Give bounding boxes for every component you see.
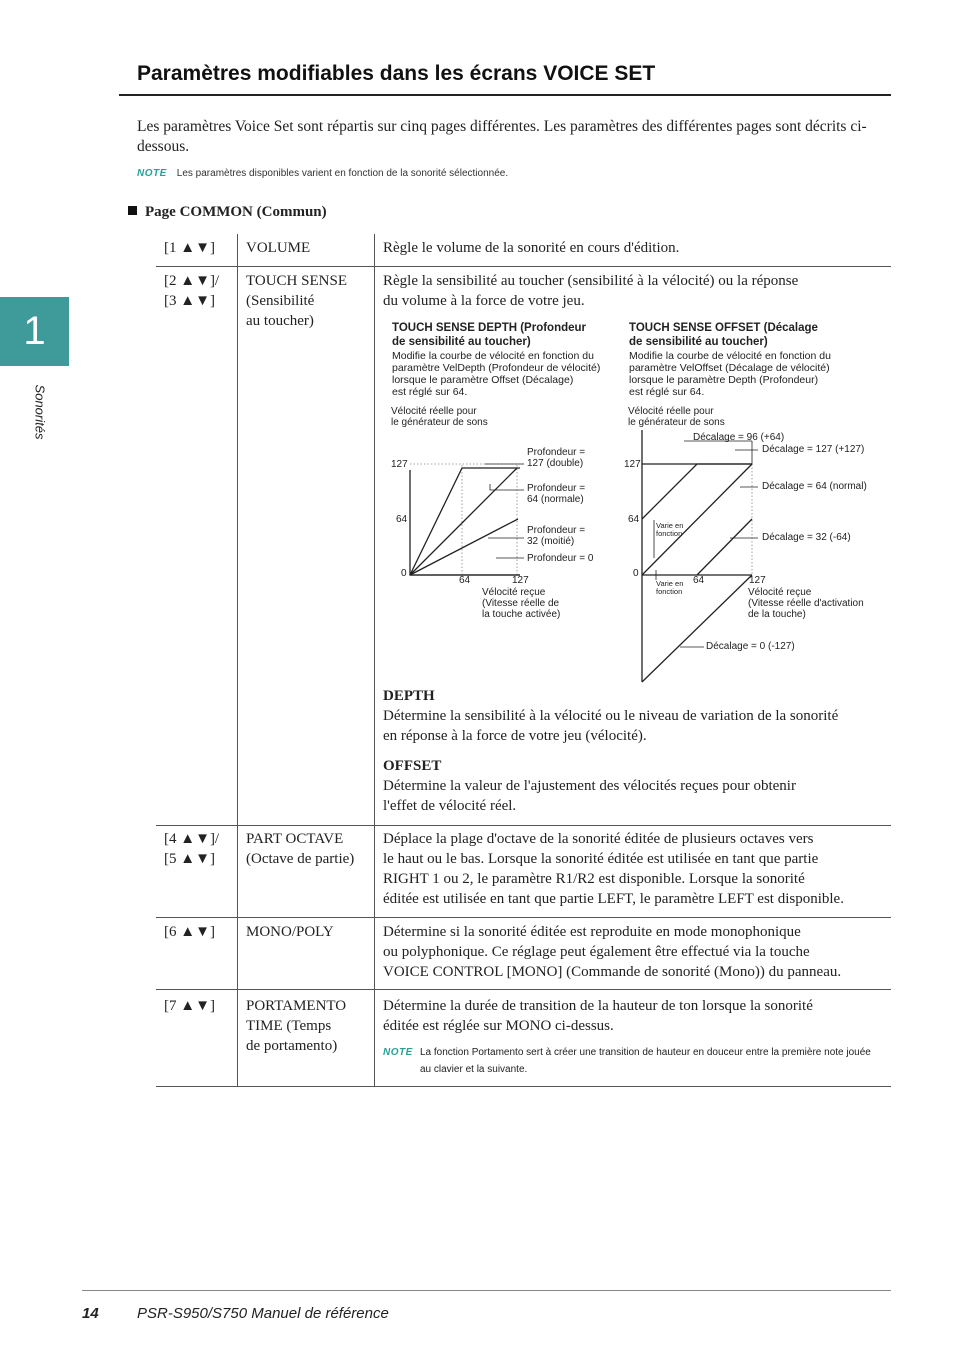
y-tick-label: 64 [628,514,640,525]
chapter-tab: 1 [0,297,69,366]
offset-label: Décalage = 0 (-127) [706,641,795,652]
page-title: Paramètres modifiables dans les écrans VOICE SET [137,62,656,85]
diagram-right-heading: TOUCH SENSE OFFSET (Décalage de sensibilité au toucher) [629,322,818,348]
note-tag: NOTE [383,1047,413,1058]
curve-label: Profondeur = 32 (moitié) [527,525,586,547]
offset-label: Décalage = 32 (-64) [762,532,851,543]
diagram-right-description: Modifie la courbe de vélocité en fonction du paramètre VelOffset (Décalage de vélocité) lorsque le paramètre Depth (Profondeur) est réglé sur 64. [629,350,831,398]
page-number: 14 [82,1305,99,1322]
param-keys: [1 ▲▼] [164,240,215,256]
offset-label: Décalage = 127 (+127) [762,444,865,455]
footer-rule [82,1290,891,1291]
offset-label: Décalage = 96 (+64) [693,432,785,443]
y-tick-label: 127 [391,459,408,470]
x-tick-label: 64 [693,575,705,586]
curve-label: Profondeur = 127 (double) [527,447,586,469]
curve-depth-64 [410,468,517,575]
param-name: TOUCH SENSE (Sensibilité au toucher) [246,273,347,329]
param-name: PORTAMENTO TIME (Temps de portamento) [246,998,347,1054]
curve-offset-32 [697,519,752,575]
chapter-label: Sonorités [32,384,48,440]
curve-label: Profondeur = 64 (normale) [527,483,586,505]
diagram-left-heading: TOUCH SENSE DEPTH (Profondeur de sensibilité au toucher) [392,322,587,348]
diagram-left-description: Modifie la courbe de vélocité en fonction du paramètre VelDepth (Profondeur de vélocité) lorsque le paramètre Offset (Décalage) est réglé sur 64. [392,350,601,398]
x-tick-label: 127 [749,575,766,586]
y-tick-label: 127 [624,459,641,470]
note-tag: NOTE [137,168,167,179]
varie-label: Varie en fonction [656,579,684,596]
y-tick-label: 64 [396,514,408,525]
curve-offset-0 [642,575,752,682]
y-tick-label: 0 [401,568,407,579]
varie-label: Varie en fonction [656,521,684,538]
portamento-note: NOTE La fonction Portamento sert à créer une transition de hauteur en douceur entre la première note jouée au clavier et la suivante. [383,1047,871,1075]
depth-title: DEPTH [383,688,435,704]
param-description: Règle la sensibilité au toucher (sensibilité à la vélocité) ou la réponse du volume à la force de votre jeu. [383,273,799,309]
curve-label: Profondeur = 0 [527,553,594,564]
param-keys: [6 ▲▼] [164,924,215,940]
y-tick-label: 0 [633,568,639,579]
param-keys: [2 ▲▼]/ [3 ▲▼] [164,273,220,309]
left-callouts [485,464,524,558]
right-axes [642,430,752,682]
param-keys: [7 ▲▼] [164,998,215,1014]
offset-description: Détermine la valeur de l'ajustement des vélocités reçues pour obtenir l'effet de vélocité réel. [383,778,796,814]
right-callouts [654,441,758,647]
x-tick-label: 64 [459,575,471,586]
curve-depth-32 [410,519,518,575]
param-description: Déplace la plage d'octave de la sonorité éditée de plusieurs octaves vers le haut ou le bas. Lorsque la sonorité éditée est utilisée en tant que partie RIGHT 1 ou 2, le paramètre R1/R2 est disponible. Lorsque la sonorité éditée est utilisée en tant que partie LEFT, le paramètre LEFT est disponible. [383,831,844,907]
manual-title: PSR-S950/S750 Manuel de référence [137,1305,389,1322]
param-description: Règle le volume de la sonorité en cours d'édition. [383,240,680,256]
intro-paragraph: Les paramètres Voice Set sont répartis sur cinq pages différentes. Les paramètres des différentes pages sont décrits ci-dessous. [137,118,867,155]
curve-offset-96 [642,464,752,519]
param-keys: [4 ▲▼]/ [5 ▲▼] [164,831,220,867]
offset-title: OFFSET [383,758,442,774]
y-axis-caption: Vélocité réelle pour le générateur de sons [391,406,488,428]
param-name: MONO/POLY [246,924,334,940]
y-axis-caption: Vélocité réelle pour le générateur de sons [628,406,725,428]
x-axis-caption: Vélocité reçue (Vitesse réelle d'activation de la touche) [748,587,864,620]
param-name: PART OCTAVE (Octave de partie) [246,831,355,867]
param-name: VOLUME [246,240,311,256]
section-title: Page COMMON (Commun) [145,204,327,220]
x-tick-label: 127 [512,575,529,586]
note-text: Les paramètres disponibles varient en fonction de la sonorité sélectionnée. [176,168,509,179]
offset-label: Décalage = 64 (normal) [762,481,867,492]
param-description: Détermine la durée de transition de la hauteur de ton lorsque la sonorité éditée est réglée sur MONO ci-dessus. [383,998,813,1034]
curve-offset-64 [642,464,752,575]
param-description: Détermine si la sonorité éditée est reproduite en mode monophonique ou polyphonique. Ce réglage peut également être effectué via la touche VOICE CONTROL [MONO] (Commande de sonorité (Mono)) du panneau. [383,924,842,980]
x-axis-caption: Vélocité reçue (Vitesse réelle de la touche activée) [482,587,561,620]
depth-description: Détermine la sensibilité à la vélocité ou le niveau de variation de la sonorité en réponse à la force de votre jeu (vélocité). [383,708,839,744]
